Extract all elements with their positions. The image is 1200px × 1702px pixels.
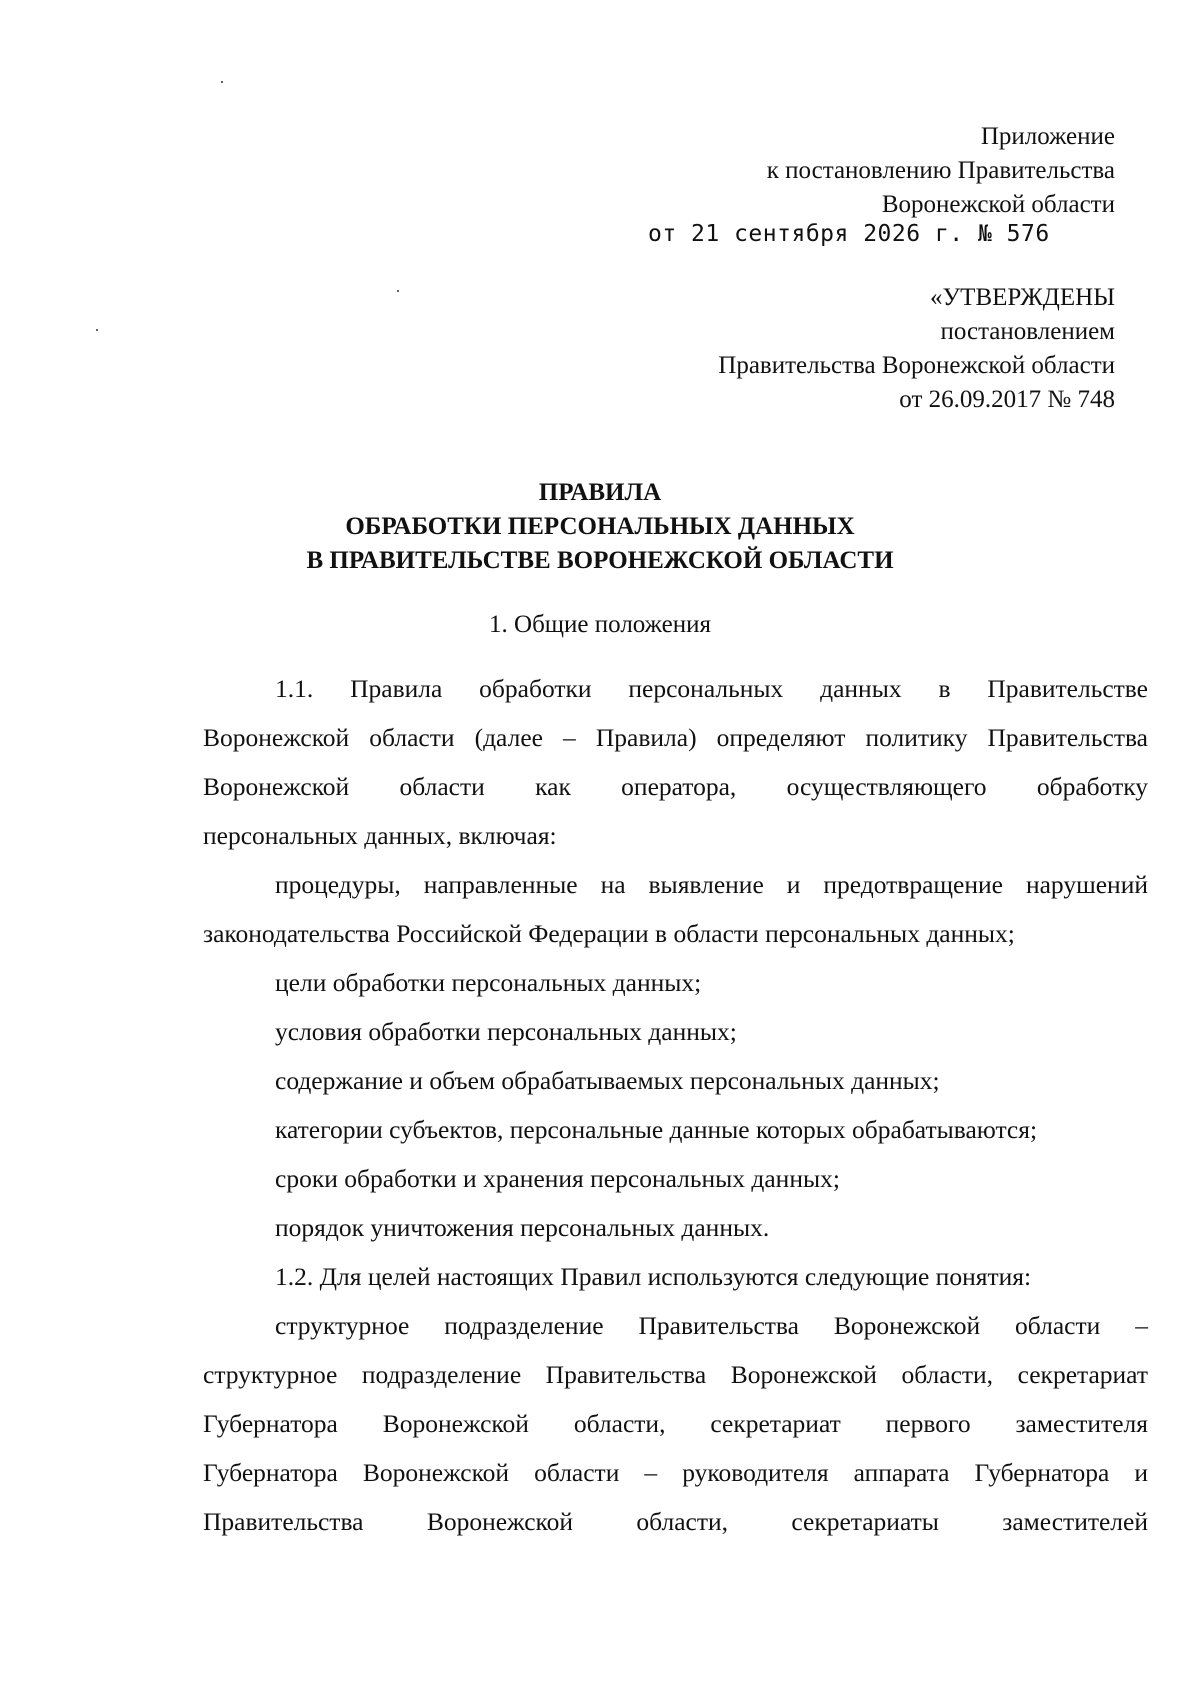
appendix-line: к постановлению Правительства	[766, 157, 1115, 184]
appendix-block	[767, 120, 1115, 222]
list-item: порядок уничтожения персональных данных.	[275, 1213, 770, 1242]
appendix-line: Приложение	[980, 123, 1115, 150]
approved-line: «УТВЕРЖДЕНЫ	[929, 284, 1115, 311]
title-line: В ПРАВИТЕЛЬСТВЕ ВОРОНЕЖСКОЙ ОБЛАСТИ	[306, 547, 894, 574]
paragraph-line: 1.1. Правила обработки персональных данных в Правительстве	[275, 674, 1148, 703]
appendix-line: Воронежской области	[881, 191, 1115, 218]
list-item-line: процедуры, направленные на выявление и предотвращение нарушений	[275, 870, 1148, 899]
list-item: категории субъектов, персональные данные которых обрабатываются;	[275, 1115, 1038, 1144]
resolution-date-line: от 21 сентября 2026 г. № 576	[648, 221, 1050, 247]
scan-speck	[96, 329, 98, 331]
list-item: условия обработки персональных данных;	[275, 1017, 737, 1046]
list-item: содержание и объем обрабатываемых персональных данных;	[275, 1066, 940, 1095]
list-item: цели обработки персональных данных;	[275, 968, 702, 997]
paragraph-line: 1.2. Для целей настоящих Правил используются следующие понятия:	[275, 1262, 1032, 1291]
definition-line: Губернатора Воронежской области – руководителя аппарата Губернатора и	[203, 1458, 1148, 1487]
list-item: сроки обработки и хранения персональных данных;	[275, 1164, 840, 1193]
approved-line: от 26.09.2017 № 748	[899, 386, 1115, 413]
definition-line: Губернатора Воронежской области, секретариат первого заместителя	[203, 1409, 1148, 1438]
paragraph-line: Воронежской области (далее – Правила) определяют политику Правительства	[203, 723, 1148, 752]
scan-speck	[221, 81, 223, 83]
paragraph-line: персональных данных, включая:	[203, 821, 557, 850]
title-line: ОБРАБОТКИ ПЕРСОНАЛЬНЫХ ДАННЫХ	[345, 513, 855, 540]
definition-line: структурное подразделение Правительства Воронежской области –	[275, 1311, 1148, 1340]
definition-line: структурное подразделение Правительства Воронежской области, секретариат	[203, 1360, 1148, 1389]
document-title	[200, 476, 1000, 578]
approved-line: Правительства Воронежской области	[718, 352, 1115, 379]
title-line: ПРАВИЛА	[538, 479, 662, 506]
approved-block	[718, 281, 1115, 417]
approved-line: постановлением	[940, 318, 1115, 345]
document-body	[203, 664, 1148, 1546]
list-item-line: законодательства Российской Федерации в области персональных данных;	[203, 919, 1015, 948]
scan-speck	[397, 290, 399, 292]
paragraph-line: Воронежской области как оператора, осуществляющего обработку	[203, 772, 1148, 801]
section-heading: 1. Общие положения	[489, 611, 711, 638]
definition-line: Правительства Воронежской области, секретариаты заместителей	[203, 1507, 1148, 1536]
